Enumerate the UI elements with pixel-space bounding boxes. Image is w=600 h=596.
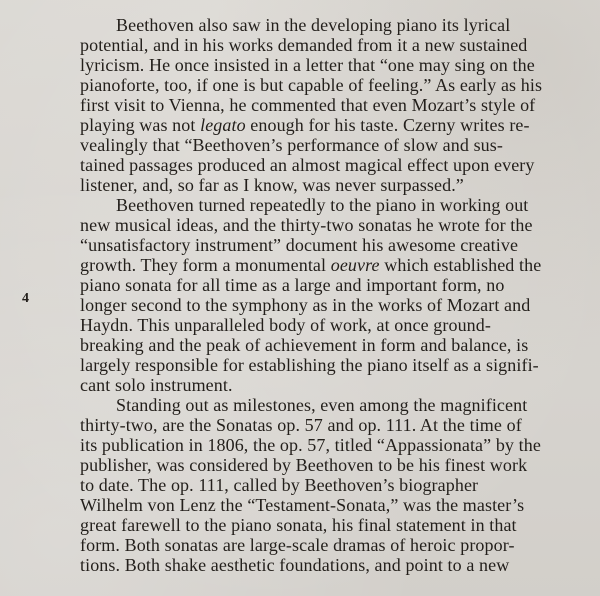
text-line: Haydn. This unparalleled body of work, at once ground- [80,315,491,335]
text-line: Beethoven turned repeatedly to the piano in working out [116,195,529,215]
text-line: Wilhelm von Lenz the “Testament-Sonata,” was the master’s [80,495,525,515]
text-line: Beethoven also saw in the developing piano its lyrical [116,15,511,35]
paragraph [80,15,585,195]
text-line: tions. Both shake aesthetic foundations, and point to a new [80,555,510,575]
paragraph [80,195,585,395]
text-line: cant solo instrument. [80,375,233,395]
page-number: 4 [22,291,29,306]
text-line: playing was not legato enough for his taste. Czerny writes re- [80,115,530,135]
text-line: largely responsible for establishing the piano itself as a signifi- [80,355,539,375]
text-line: lyricism. He once insisted in a letter that “one may sing on the [80,55,535,75]
text-line: Standing out as milestones, even among the magnificent [116,395,528,415]
text-line: breaking and the peak of achievement in form and balance, is [80,335,529,355]
text-line: longer second to the symphony as in the works of Mozart and [80,295,531,315]
text-line: first visit to Vienna, he commented that even Mozart’s style of [80,95,536,115]
text-line: form. Both sonatas are large-scale dramas of heroic propor- [80,535,515,555]
text-line: tained passages produced an almost magical effect upon every [80,155,535,175]
paragraph [80,395,585,575]
text-line: piano sonata for all time as a large and important form, no [80,275,505,295]
text-line: vealingly that “Beethoven’s performance of slow and sus- [80,135,503,155]
text-line: thirty-two, are the Sonatas op. 57 and op. 111. At the time of [80,415,522,435]
text-line: pianoforte, too, if one is but capable of feeling.” As early as his [80,75,543,95]
text-line: great farewell to the piano sonata, his final statement in that [80,515,517,535]
text-line: its publication in 1806, the op. 57, titled “Appassionata” by the [80,435,541,455]
text-line: potential, and in his works demanded from it a new sustained [80,35,528,55]
text-line: new musical ideas, and the thirty-two sonatas he wrote for the [80,215,533,235]
text-line: listener, and, so far as I know, was never surpassed.” [80,175,464,195]
text-line: “unsatisfactory instrument” document his awesome creative [80,235,519,255]
text-line: to date. The op. 111, called by Beethoven’s biographer [80,475,479,495]
text-block [80,15,585,575]
text-line: growth. They form a monumental oeuvre which established the [80,255,542,275]
text-line: publisher, was considered by Beethoven to be his finest work [80,455,528,475]
